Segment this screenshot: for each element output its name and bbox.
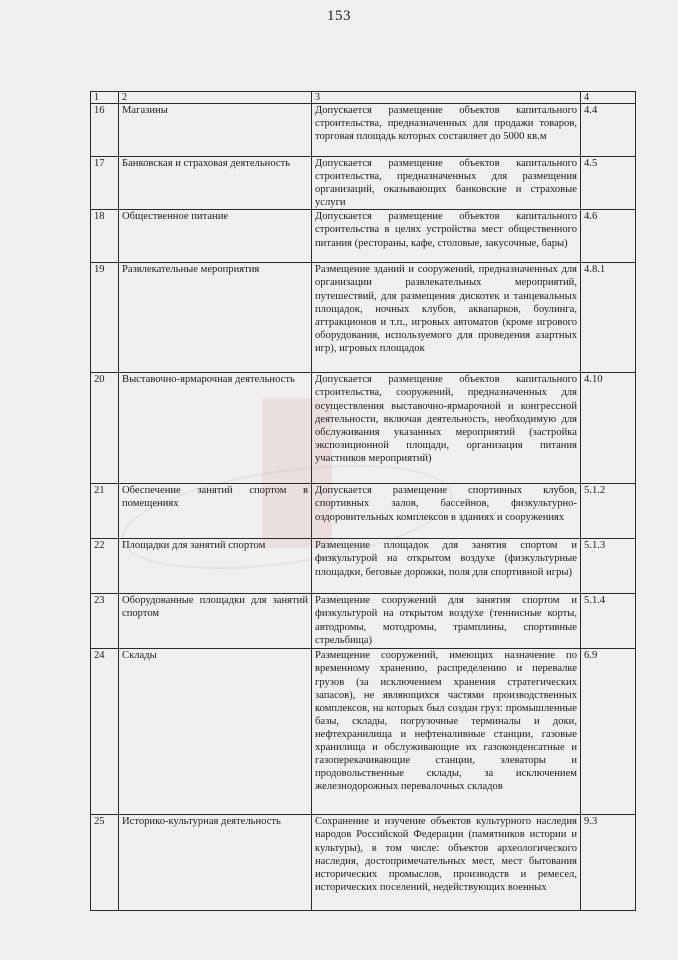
table-header-row	[91, 92, 636, 104]
row-description: Допускается размещение объектов капитального строительства, предназначенных для продажи товаров, торговая площадь которых составляет до 5000 кв.м	[312, 104, 581, 157]
header-cell-1: 1	[91, 92, 119, 104]
table-row	[91, 157, 636, 210]
table-row	[91, 263, 636, 373]
row-description: Размещение сооружений для занятия спортом и физкультурой на открытом воздухе (теннисные корты, автодромы, мотодромы, трамплины, спортивные стрельбища)	[312, 594, 581, 649]
row-code: 5.1.4	[581, 594, 636, 649]
row-code: 4.6	[581, 210, 636, 263]
row-number: 20	[91, 373, 119, 484]
table-row	[91, 484, 636, 539]
row-number: 23	[91, 594, 119, 649]
header-cell-3: 3	[312, 92, 581, 104]
row-code: 5.1.2	[581, 484, 636, 539]
row-code: 5.1.3	[581, 539, 636, 594]
row-name: Оборудованные площадки для занятий спортом	[119, 594, 312, 649]
row-number: 25	[91, 815, 119, 911]
row-number: 22	[91, 539, 119, 594]
row-description: Допускается размещение объектов капитального строительства в целях устройства мест общественного питания (рестораны, кафе, столовые, закусочные, бары)	[312, 210, 581, 263]
table-row	[91, 104, 636, 157]
row-name: Магазины	[119, 104, 312, 157]
row-code: 4.4	[581, 104, 636, 157]
header-cell-4: 4	[581, 92, 636, 104]
row-name: Обеспечение занятий спортом в помещениях	[119, 484, 312, 539]
row-name: Площадки для занятий спортом	[119, 539, 312, 594]
row-code: 4.5	[581, 157, 636, 210]
row-name: Банковская и страховая деятельность	[119, 157, 312, 210]
row-name: Общественное питание	[119, 210, 312, 263]
table-row	[91, 649, 636, 815]
row-code: 6.9	[581, 649, 636, 815]
row-number: 18	[91, 210, 119, 263]
table-row	[91, 210, 636, 263]
table-row	[91, 815, 636, 911]
row-code: 9.3	[581, 815, 636, 911]
row-name: Выставочно-ярмарочная деятельность	[119, 373, 312, 484]
table-row	[91, 539, 636, 594]
row-description: Допускается размещение спортивных клубов, спортивных залов, бассейнов, физкультурно-оздоровительных комплексов в зданиях и сооружениях	[312, 484, 581, 539]
land-use-table	[90, 91, 636, 911]
row-code: 4.10	[581, 373, 636, 484]
row-description: Размещение площадок для занятия спортом и физкультурой на открытом воздухе (физкультурные площадки, беговые дорожки, поля для спортивной игры)	[312, 539, 581, 594]
row-description: Размещение сооружений, имеющих назначение по временному хранению, распределению и перевалке грузов (за исключением хранения стратегических запасов), не являющихся частями производственных комплексов, на которых был создан груз: промышленные базы, склады, погрузочные терминалы и доки, нефтехранилища и нефтеналивные станции, газовые хранилища и обслуживающие их газоконденсатные и газоперекачивающие станции, элеваторы и продовольственные склады, за исключением железнодорожных перевалочных складов	[312, 649, 581, 815]
row-description: Сохранение и изучение объектов культурного наследия народов Российской Федерации (памятников истории и культуры), в том числе: объектов археологического наследия, достопримечательных мест, мест бытования исторических промыслов, производств и ремесел, исторических поселений, недействующих военных	[312, 815, 581, 911]
row-description: Допускается размещение объектов капитального строительства, предназначенных для размещения организаций, оказывающих банковские и страховые услуги	[312, 157, 581, 210]
row-code: 4.8.1	[581, 263, 636, 373]
row-description: Допускается размещение объектов капитального строительства, сооружений, предназначенных для осуществления выставочно-ярмарочной и конгрессной деятельности, включая деятельность, необходимую для обслуживания указанных мероприятий (застройка экспозиционной площади, организация питания участников мероприятий)	[312, 373, 581, 484]
row-description: Размещение зданий и сооружений, предназначенных для организации развлекательных мероприятий, путешествий, для размещения дискотек и танцевальных площадок, ночных клубов, аквапарков, боулинга, аттракционов и т.п., игровых автоматов (кроме игрового оборудования, используемого для проведения азартных игр), игровых площадок	[312, 263, 581, 373]
table-row	[91, 594, 636, 649]
row-number: 24	[91, 649, 119, 815]
row-number: 21	[91, 484, 119, 539]
row-number: 19	[91, 263, 119, 373]
header-cell-2: 2	[119, 92, 312, 104]
row-number: 17	[91, 157, 119, 210]
row-name: Историко-культурная деятельность	[119, 815, 312, 911]
table-row	[91, 373, 636, 484]
row-name: Развлекательные мероприятия	[119, 263, 312, 373]
row-name: Склады	[119, 649, 312, 815]
row-number: 16	[91, 104, 119, 157]
page-number: 153	[327, 8, 351, 24]
